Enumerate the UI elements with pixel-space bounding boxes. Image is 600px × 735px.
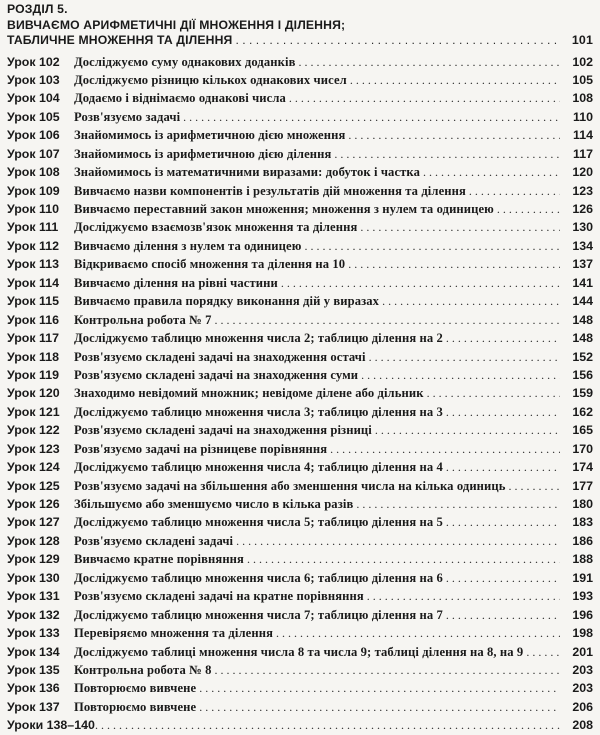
lesson-page-number: 165 (572, 423, 593, 438)
lesson-title: Досліджуємо таблицю множення числа 6; таблицю ділення на 6 (74, 570, 443, 585)
toc-row (7, 163, 593, 181)
lesson-page-number: 203 (572, 662, 593, 677)
lesson-label: Урок 106 (7, 128, 60, 143)
toc-row (7, 292, 593, 310)
lesson-label: Урок 121 (7, 404, 60, 419)
lesson-page-number: 102 (572, 54, 593, 69)
dot-leader (334, 145, 560, 163)
lesson-label: Урок 125 (7, 478, 60, 493)
lesson-title: Відкриваємо спосіб множення та ділення на 10 (74, 257, 346, 272)
lesson-title: Досліджуємо взаємозв'язок множення та ділення (74, 220, 358, 235)
dot-leader (367, 587, 560, 605)
lesson-label: Урок 124 (7, 460, 60, 475)
toc-row (7, 200, 593, 218)
lesson-label: Урок 118 (7, 349, 60, 364)
toc-row (7, 237, 593, 255)
lesson-page-number: 203 (572, 681, 593, 696)
lesson-title: Розв'язуємо задачі (74, 109, 181, 124)
dot-leader (360, 218, 560, 236)
lesson-label: Урок 120 (7, 386, 60, 401)
toc-row (7, 550, 593, 568)
toc-row (7, 108, 593, 126)
lesson-label: Урок 122 (7, 423, 60, 438)
dot-leader (289, 89, 560, 107)
lesson-label: Урок 123 (7, 441, 60, 456)
toc-row (7, 716, 593, 734)
toc-row (7, 329, 593, 347)
dot-leader (215, 661, 560, 679)
dot-leader (276, 624, 560, 642)
lesson-label: Урок 115 (7, 294, 60, 309)
toc-row (7, 698, 593, 716)
dot-leader (446, 569, 560, 587)
dot-leader (348, 126, 560, 144)
lesson-label: Урок 136 (7, 681, 60, 696)
lesson-label: Урок 108 (7, 165, 60, 180)
lesson-page-number: 108 (572, 91, 593, 106)
lesson-title: Знаходимо невідомий множник; невідоме ділене або дільник (74, 386, 424, 401)
lesson-label: Уроки 138–140 (7, 718, 95, 733)
toc-row (7, 679, 593, 697)
lesson-label: Урок 134 (7, 644, 60, 659)
toc-row (7, 403, 593, 421)
lesson-label: Урок 102 (7, 54, 60, 69)
lesson-page-number: 148 (572, 331, 593, 346)
lesson-page-number: 206 (572, 699, 593, 714)
lesson-page-number: 180 (572, 497, 593, 511)
lesson-page-number: 186 (572, 533, 593, 548)
section-number: РОЗДІЛ 5. (7, 2, 68, 16)
lesson-label: Урок 137 (7, 699, 60, 714)
dot-leader (509, 477, 560, 495)
lesson-title: Збільшуємо або зменшуємо число в кілька разів (74, 497, 354, 511)
lesson-label: Урок 105 (7, 109, 60, 124)
toc-row (7, 71, 593, 89)
toc-row (7, 440, 593, 458)
lesson-page-number: 105 (572, 72, 593, 87)
lesson-title: Досліджуємо різницю кількох однакових чисел (74, 72, 347, 87)
lesson-title: Вивчаємо назви компонентів і результатів дій множення та ділення (74, 183, 466, 198)
lesson-title: Перевіряємо множення та ділення (74, 626, 273, 641)
toc-row (7, 366, 593, 384)
lesson-page-number: 170 (572, 441, 593, 456)
lesson-title: Додаємо і віднімаємо однакові числа (74, 91, 286, 106)
lesson-page-number: 191 (572, 570, 593, 585)
dot-leader (423, 163, 560, 181)
lesson-title: Розв'язуємо складені задачі на знаходження суми (74, 367, 359, 382)
dot-leader (469, 182, 560, 200)
lesson-label: Урок 104 (7, 91, 60, 106)
lesson-page-number: 137 (572, 257, 593, 272)
dot-leader (348, 255, 560, 273)
lesson-label: Урок 107 (7, 146, 60, 161)
lesson-label: Урок 112 (7, 238, 60, 253)
toc-row (7, 643, 593, 661)
dot-leader (356, 495, 560, 513)
lesson-page-number: 123 (572, 183, 593, 198)
dot-leader (361, 366, 560, 384)
lesson-label: Урок 127 (7, 515, 60, 530)
dot-leader (446, 513, 560, 531)
lesson-page-number: 208 (572, 718, 593, 733)
section-title-row (7, 33, 593, 49)
toc-row (7, 477, 593, 495)
lesson-title: Розв'язуємо складені задачі на знаходження остачі (74, 349, 366, 364)
lesson-page-number: 141 (572, 275, 593, 290)
lesson-title: Вивчаємо ділення на рівні частини (74, 275, 278, 290)
toc-row (7, 311, 593, 329)
lesson-page-number: 159 (572, 386, 593, 401)
lesson-page-number: 130 (572, 220, 593, 235)
dot-leader (236, 532, 560, 550)
section-title-line-1: ВИВЧАЄМО АРИФМЕТИЧНІ ДІЇ МНОЖЕННЯ І ДІЛЕННЯ; (7, 17, 346, 32)
toc-row (7, 53, 593, 71)
toc-row (7, 587, 593, 605)
lesson-title: Вивчаємо переставний закон множення; множення з нулем та одиницею (74, 202, 494, 216)
lesson-page-number: 196 (572, 607, 593, 622)
toc-row (7, 348, 593, 366)
dot-leader (299, 53, 560, 71)
dot-leader (215, 311, 560, 329)
lesson-title: Досліджуємо таблицю множення числа 4; таблицю ділення на 4 (74, 460, 443, 475)
lesson-title: Знайомимось із математичними виразами: добуток і частка (74, 165, 420, 180)
lesson-title: Розв'язуємо складені задачі (74, 533, 234, 548)
lesson-page-number: 114 (573, 128, 593, 143)
dot-leader (235, 33, 560, 49)
toc-row (7, 182, 593, 200)
toc-row (7, 145, 593, 163)
lesson-page-number: 183 (572, 515, 593, 530)
lesson-page-number: 177 (572, 478, 593, 493)
toc-row (7, 89, 593, 107)
lesson-title: Вивчаємо ділення з нулем та одиницею (74, 238, 302, 253)
toc-row (7, 661, 593, 679)
toc-row (7, 218, 593, 236)
lesson-label: Урок 130 (7, 570, 60, 585)
dot-leader (427, 384, 560, 402)
dot-leader (247, 550, 560, 568)
toc-row (7, 513, 593, 531)
lesson-page-number: 110 (573, 109, 593, 124)
lesson-label: Урок 132 (7, 607, 60, 622)
lesson-label: Урок 103 (7, 72, 60, 87)
dot-leader (446, 458, 560, 476)
dot-leader (382, 292, 560, 310)
lesson-label: Урок 116 (7, 312, 60, 327)
dot-leader (77, 716, 560, 734)
lesson-title: Повторюємо вивчене (74, 681, 197, 696)
lesson-label: Урок 110 (7, 202, 60, 216)
lesson-page-number: 120 (572, 165, 593, 180)
lesson-page-number: 148 (572, 312, 593, 327)
lesson-title: Вивчаємо правила порядку виконання дій у виразах (74, 294, 380, 309)
lesson-title: Досліджуємо таблицю множення числа 3; таблицю ділення на 3 (74, 404, 443, 419)
toc-row (7, 532, 593, 550)
dot-leader (369, 348, 560, 366)
lesson-title: Розв'язуємо задачі на різницеве порівняння (74, 441, 328, 456)
toc-row (7, 255, 593, 273)
toc-row (7, 384, 593, 402)
toc-row (7, 126, 593, 144)
dot-leader (199, 679, 560, 697)
lesson-page-number: 156 (572, 367, 593, 382)
toc-row (7, 458, 593, 476)
toc-row (7, 274, 593, 292)
lesson-label: Урок 129 (7, 552, 60, 567)
section-page-number: 101 (571, 33, 593, 47)
toc-row (7, 624, 593, 642)
dot-leader (526, 643, 560, 661)
lesson-title: Розв'язуємо задачі на збільшення або зменшення числа на кілька одиниць (74, 478, 506, 493)
lesson-page-number: 126 (572, 202, 593, 216)
dot-leader (446, 329, 560, 347)
lesson-page-number: 134 (572, 238, 593, 253)
lesson-title: Досліджуємо таблиці множення числа 8 та числа 9; таблиці ділення на 8, на 9 (74, 644, 524, 659)
lesson-title: Досліджуємо таблицю множення числа 7; таблицю ділення на 7 (74, 607, 443, 622)
dot-leader (183, 108, 560, 126)
lesson-label: Урок 113 (7, 257, 60, 272)
lesson-title: Досліджуємо таблицю множення числа 5; таблицю ділення на 5 (74, 515, 443, 530)
lesson-label: Урок 128 (7, 533, 60, 548)
dot-leader (350, 71, 560, 89)
dot-leader (281, 274, 560, 292)
lesson-title: Знайомимось із арифметичною дією множення (74, 128, 346, 143)
lesson-page-number: 188 (572, 552, 593, 567)
lesson-page-number: 117 (573, 146, 593, 161)
lesson-page-number: 144 (572, 294, 593, 309)
lesson-title: Розв'язуємо складені задачі на знаходження різниці (74, 423, 372, 438)
lesson-label: Урок 135 (7, 662, 60, 677)
lesson-title: Контрольна робота № 8 (74, 662, 212, 677)
lesson-page-number: 198 (572, 626, 593, 641)
lesson-title: Розв'язуємо складені задачі на кратне порівняння (74, 589, 364, 604)
lesson-title: Вивчаємо кратне порівняння (74, 552, 244, 567)
lesson-label: Урок 119 (7, 367, 60, 382)
lesson-page-number: 174 (572, 460, 593, 475)
dot-leader (497, 200, 560, 218)
lesson-title: Досліджуємо суму однакових доданків (74, 54, 296, 69)
toc-list (7, 53, 593, 735)
lesson-page-number: 152 (572, 349, 593, 364)
toc-row (7, 569, 593, 587)
lesson-page-number: 193 (572, 589, 593, 604)
lesson-label: Урок 117 (7, 331, 60, 346)
lesson-title: Повторюємо вивчене (74, 699, 197, 714)
lesson-title: Контрольна робота № 7 (74, 312, 212, 327)
section-header (7, 2, 593, 49)
lesson-title: Знайомимось із арифметичною дією ділення (74, 146, 332, 161)
dot-leader (375, 421, 560, 439)
lesson-page-number: 162 (572, 404, 593, 419)
toc-row (7, 495, 593, 513)
lesson-label: Урок 131 (7, 589, 60, 604)
toc-row (7, 421, 593, 439)
lesson-label: Урок 126 (7, 497, 60, 511)
lesson-label: Урок 111 (7, 220, 59, 235)
lesson-page-number: 201 (572, 644, 593, 659)
toc-row (7, 606, 593, 624)
lesson-title: Досліджуємо таблицю множення числа 2; таблицю ділення на 2 (74, 331, 443, 346)
section-title-line-2: ТАБЛИЧНЕ МНОЖЕННЯ ТА ДІЛЕННЯ (7, 33, 233, 47)
lesson-label: Урок 109 (7, 183, 60, 198)
lesson-label: Урок 133 (7, 626, 60, 641)
lesson-label: Урок 114 (7, 275, 60, 290)
dot-leader (304, 237, 560, 255)
dot-leader (446, 403, 560, 421)
dot-leader (446, 606, 560, 624)
dot-leader (330, 440, 560, 458)
dot-leader (199, 698, 560, 716)
